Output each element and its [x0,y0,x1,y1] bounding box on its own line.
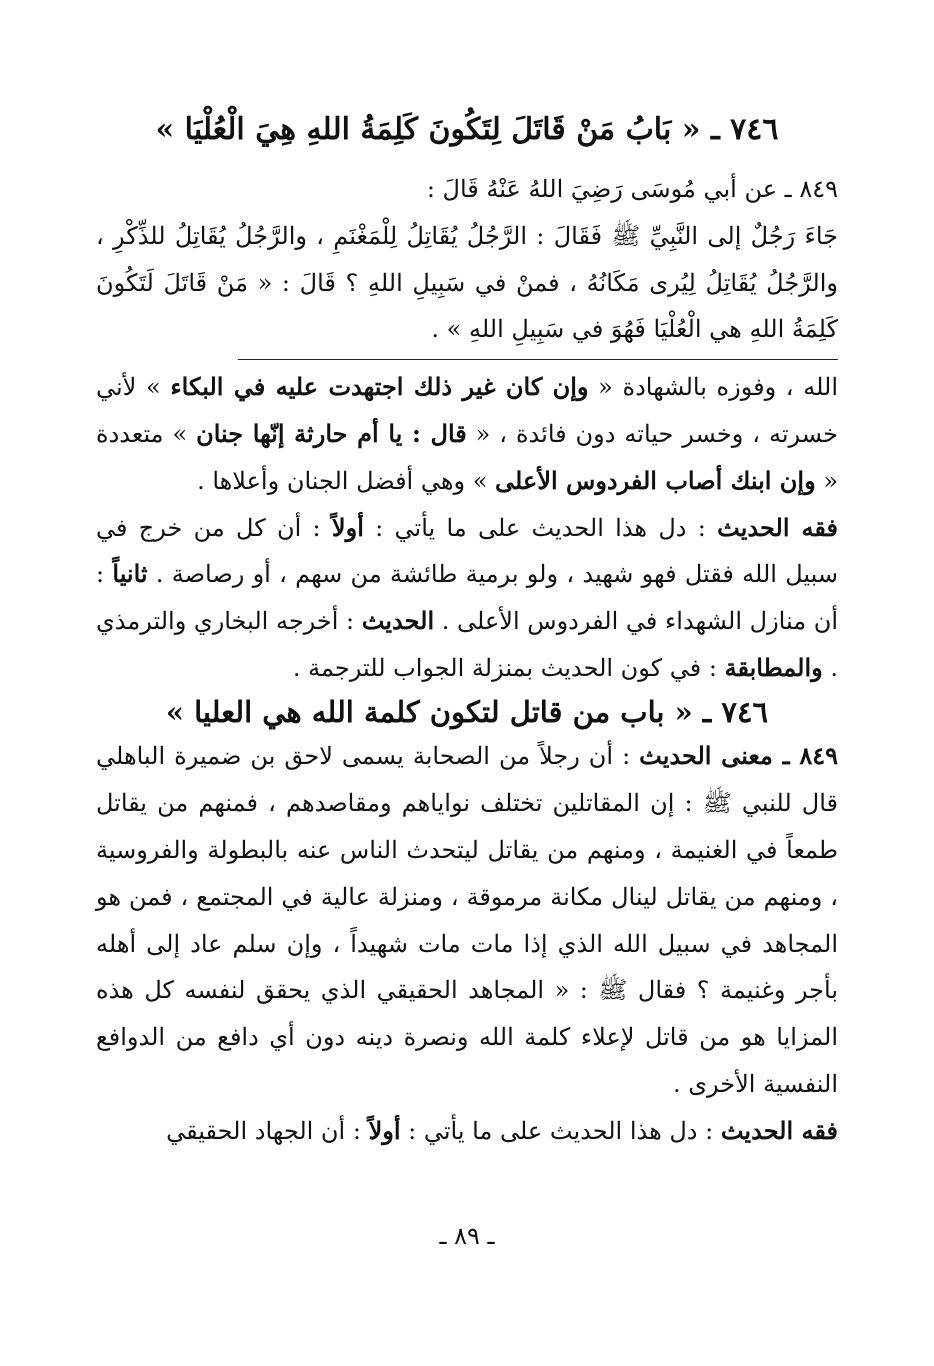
fiqh-text: : دل هذا الحديث على ما يأتي : [363,513,718,542]
fiqh-text: : أن الجهاد الحقيقي [166,1116,369,1145]
match-label: والمطابقة [724,652,823,682]
commentary-bold: وإن ابنك أصاب الفردوس الأعلى [495,465,816,495]
second-label: ثانياً [112,559,148,589]
hadith-label: الحديث [361,606,435,636]
commentary-bold: قال : يا أم حارثة إنّها جنان [196,418,467,448]
separator-line [238,359,838,360]
first-label: أولاً [368,1115,401,1145]
commentary-text: الله ، وفوزه بالشهادة « [588,373,839,402]
meaning-label: معنى الحديث [639,741,773,771]
fiqh-text: : أن كل من خرج في سبيل الله فقتل فهو شهيد ، ولو برمية طائشة من سهم ، أو رصاصة . [96,513,838,589]
fiqh-text: : أخرجه البخاري والترمذي . [96,607,838,682]
first-label: أولاً [331,512,364,542]
hadith-number: ٨٤٩ ـ [772,741,839,771]
meaning-text: : أن رجلاً من الصحابة يسمى لاحق بن ضميرة الباهلي قال للنبي ﷺ : إن المقاتلين تختلف نواياهم ومقاصدهم ، فمنهم من يقاتل طمعاً في الغنيمة ، ومنهم من يقاتل ليتحدث الناس عنه بالبطولة والفروسية ، ومنهم من يقاتل لينال مكانة مرموقة ، ومنزلة عالية في المجتمع ، فمن هو المجاهد في سبيل الله الذي إذا مات مات شهيداً ، وإن سلم عاد إلى أهله بأجر وغنيمة ؟ فقال ﷺ : « المجاهد الحقيقي الذي يحقق لنفسه كل هذه المزايا هو من قاتل لإعلاء كلمة الله ونصرة دينه دون أي دافع من الدوافع النفسية الأخرى . [96,742,839,1099]
section-title: ٧٤٦ ـ « باب من قاتل لتكون كلمة الله هي العليا » [165,694,769,729]
fiqh-text: : في كون الحديث بمنزلة الجواب للترجمة . [292,653,725,682]
fiqh-text: : أن منازل الشهداء في الفردوس الأعلى . [96,560,838,636]
commentary-text: » لأني خسرته ، وخسر حياته دون فائدة ، « [96,373,839,448]
fiqh-paragraph-1 [96,505,838,692]
meaning-paragraph [96,733,838,1107]
fiqh-label: فقه الحديث [717,512,838,542]
commentary-paragraph-1 [96,364,838,504]
commentary-text: » وهي أفضل الجنان وأعلاها . [197,466,496,495]
fiqh-label: فقه الحديث [720,1115,838,1145]
hadith-intro: ٨٤٩ ـ عن أبي مُوسَى رَضِيَ اللهُ عَنْهُ قَالَ : [426,175,838,203]
chapter-title: ٧٤٦ ـ « بَابُ مَنْ قَاتَلَ لِتَكُونَ كَلِمَةُ اللهِ هِيَ الْعُلْيَا » [155,112,779,147]
page-number: ـ ٨٩ ـ [439,1222,495,1250]
fiqh-paragraph-2 [96,1108,838,1155]
hadith-text: جَاءَ رَجُلٌ إلى النَّبِيِّ ﷺ فَقَالَ : الرَّجُلُ يُقَاتِلُ لِلْمَغْنَمِ ، والرَّجُلُ يُقَاتِلُ للذِّكْرِ ، والرَّجُلُ يُقَاتِلُ لِيُرى مَكَانُهُ ، فمنْ في سَبِيلِ اللهِ ؟ قَالَ : « مَنْ قَاتَلَ لَتَكُونَ كَلِمَةُ اللهِ هي الْعُلْيَا فَهُوَ في سَبِيلِ اللهِ » . [96,221,838,344]
fiqh-text: : دل هذا الحديث على ما يأتي : [400,1116,721,1145]
commentary-text: » متعددة « [96,419,838,495]
commentary-bold: وإن كان غير ذلك اجتهدت عليه في البكاء [170,372,589,402]
